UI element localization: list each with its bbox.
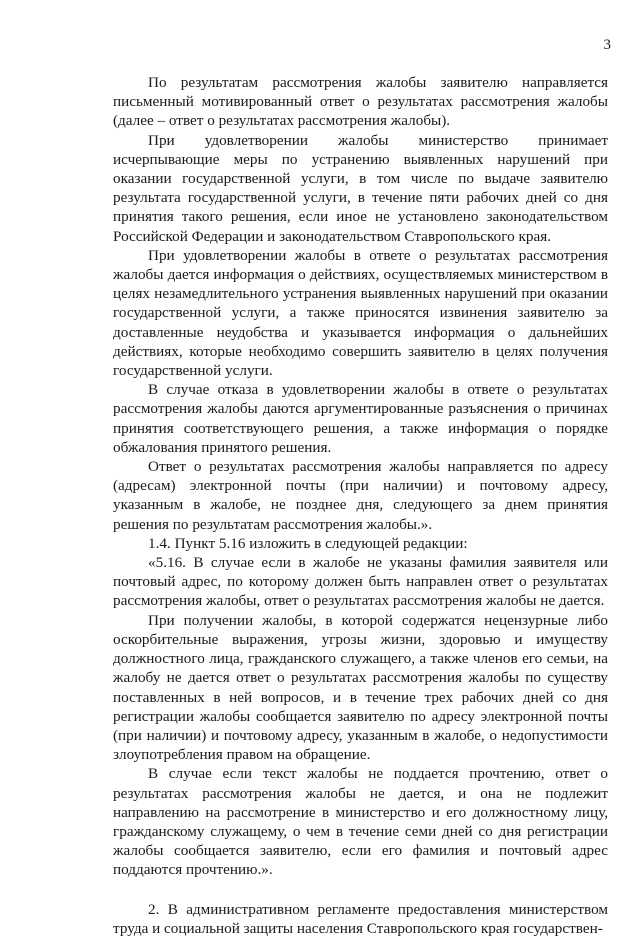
paragraph-section-2: 2. В административном регламенте предоставления министерством труда и социальной защиты населения Ставропольского края государствен- xyxy=(113,900,608,937)
paragraph-clause-1-4: 1.4. Пункт 5.16 изложить в следующей редакции: xyxy=(148,534,468,552)
paragraph-response-delivery: Ответ о результатах рассмотрения жалобы направляется по адресу (адресам) электронной почты (при наличии) и почтовому адресу, указанным в жалобе, не позднее дня, следующего за днем принятия решения по результатам рассмотрения жалобы.». xyxy=(113,458,608,533)
paragraph-obscene-complaint: При получении жалобы, в которой содержатся нецензурные либо оскорбительные выражения, угрозы жизни, здоровью и имуществу должностного лица, гражданского служащего, а также членов его семьи, на жалобу не дается ответ о результатах рассмотрения жалобы по существу поставленных в ней вопросов, и в течение трех рабочих дней со дня регистрации жалобы сообщается заявителю по адресу электронной почты (при наличии) и почтовому адресу, указанным в жалобе, о недопустимости злоупотребления правом на обращение. xyxy=(113,611,608,764)
paragraph-response-notice: По результатам рассмотрения жалобы заявителю направляется письменный мотивированный ответ о результатах рассмотрения жалобы (далее – ответ о результатах рассмотрения жалобы). xyxy=(113,74,608,130)
paragraph-complaint-refused: В случае отказа в удовлетворении жалобы в ответе о результатах рассмотрения жалобы даются аргументированные разъяснения о причинах принятия соответствующего решения, а также информация о порядке обжалования принятого решения. xyxy=(113,381,608,456)
paragraph-unreadable-complaint: В случае если текст жалобы не поддается прочтению, ответ о результатах рассмотрения жалобы не дается, и она не подлежит направлению на рассмотрение в министерство и его должностному лицу, гражданскому служащему, о чем в течение семи дней со дня регистрации жалобы сообщается заявителю, если его фамилия и почтовый адрес поддаются прочтению.». xyxy=(113,765,608,879)
page-number: 3 xyxy=(603,37,611,53)
paragraph-complaint-satisfied-measures: При удовлетворении жалобы министерство принимает исчерпывающие меры по устранению выявленных нарушений при оказании государственной услуги, в том числе по выдаче заявителю результата государственной услуги, в течение пяти рабочих дней со дня принятия такого решения, если иное не установлено законодательством Российской Федерации и законодательством Ставропольского края. xyxy=(113,131,608,245)
document-body xyxy=(113,73,608,938)
paragraph-clause-5-16: «5.16. В случае если в жалобе не указаны фамилия заявителя или почтовый адрес, по которому должен быть направлен ответ о результатах рассмотрения жалобы, ответ о результатах рассмотрения жалобы не дается. xyxy=(113,554,608,610)
paragraph-complaint-satisfied-info: При удовлетворении жалобы в ответе о результатах рассмотрения жалобы дается информация о действиях, осуществляемых министерством в целях незамедлительного устранения выявленных нарушений при оказании государственной услуги, а также приносятся извинения заявителю за доставленные неудобства и указывается информация о дальнейших действиях, которые необходимо совершить заявителю в целях получения государственной услуги. xyxy=(113,246,608,380)
